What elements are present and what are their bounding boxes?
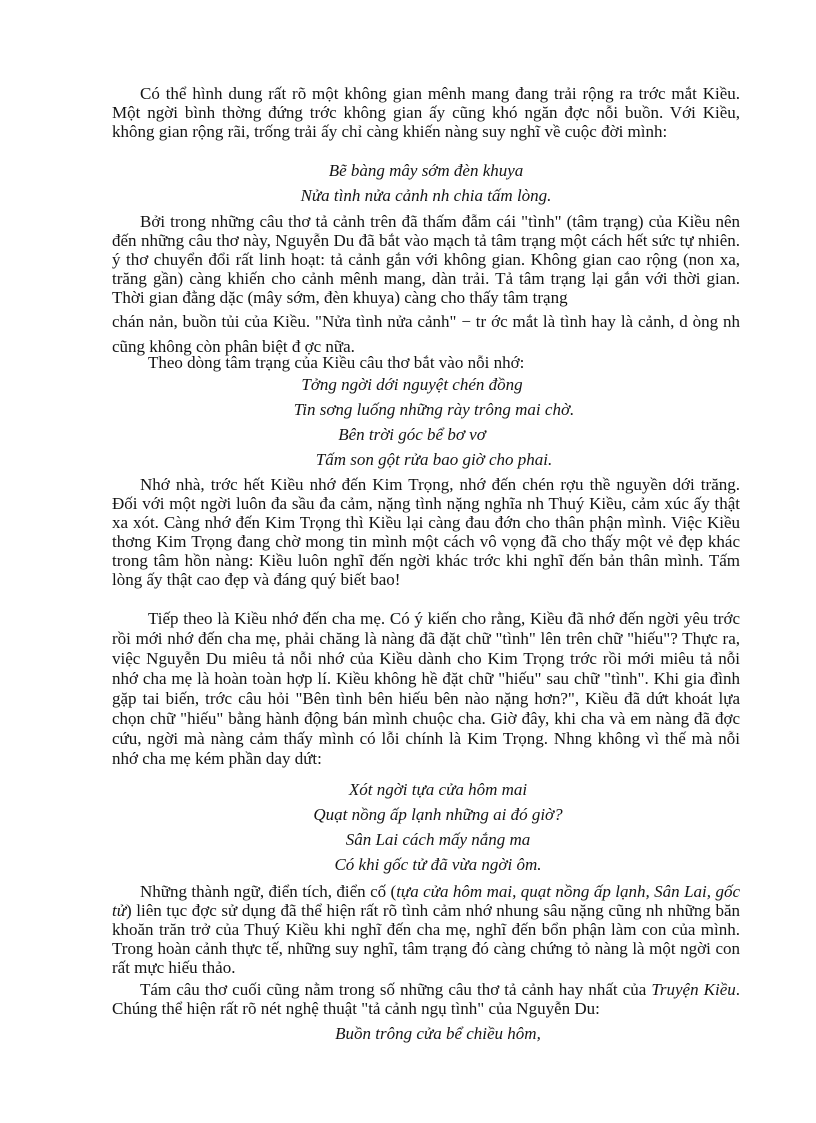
verse-line: Bẽ bàng mây sớm đèn khuya <box>328 161 524 180</box>
paragraph-7 <box>112 980 740 1018</box>
verse-line: Tin sơng luống những rày trông mai chờ. <box>293 400 575 419</box>
verse-line: Sân Lai cách mấy nắng ma <box>345 830 531 849</box>
verse-block-4 <box>112 1021 740 1046</box>
paragraph-6-text: Những thành ngữ, điển tích, điển cố ( <box>140 882 397 901</box>
verse-line: Có khi gốc tử đã vừa ngời ôm. <box>334 855 542 874</box>
paragraph-6-text: ) liên tục đợc sử dụng đã thể hiện rất rõ tình cảm nhớ nhung sâu nặng cũng nh những băn khoăn trăn trở của Thuý Kiều khi nghĩ đến cha mẹ, nghĩ đến bổn phận làm con của mình. Trong hoàn cảnh thực tế, những suy nghĩ, tâm trạng đó càng chứng tỏ nàng là một ngời con rất mực hiếu thảo. <box>112 901 740 977</box>
paragraph-2: Bởi trong những câu thơ tả cảnh trên đã thấm đẫm cái "tình" (tâm trạng) của Kiều nên đến những câu thơ này, Nguyễn Du đã bắt vào mạch tả tâm trạng một cách hết sức tự nhiên. ý thơ chuyển đổi rất linh hoạt: tả cảnh gắn với không gian. Không gian cao rộng (non xa, trăng gần) càng khiến cho cảnh mênh mang, dàn trải. Tả tâm trạng lại gắn với thời gian. Thời gian đằng dặc (mây sớm, đèn khuya) càng cho thấy tâm trạng <box>112 212 740 307</box>
verse-line: Tởng ngời dới nguyệt chén đồng <box>301 375 523 394</box>
verse-block-3 <box>112 777 740 877</box>
paragraph-7-emphasis: Truyện Kiều <box>651 980 736 999</box>
verse-line: Tấm son gột rửa bao giờ cho phai. <box>315 450 553 469</box>
paragraph-5: Tiếp theo là Kiều nhớ đến cha mẹ. Có ý kiến cho rằng, Kiều đã nhớ đến ngời yêu trớc rồi mới nhớ đến cha mẹ, phải chăng là nàng đã đặt chữ "tình" lên trên chữ "hiếu"? Thực ra, việc Nguyễn Du miêu tả nỗi nhớ của Kiều dành cho Kim Trọng trớc rồi mới miêu tả nỗi nhớ cha mẹ là hoàn toàn hợp lí. Kiều không hề đặt chữ "hiếu" sau chữ "tình". Khi gia đình gặp tai biến, trớc câu hỏi "Bên tình bên hiếu bên nào nặng hơn?", Kiều đã dứt khoát lựa chọn chữ "hiếu" bằng hành động bán mình chuộc cha. Giờ đây, khi cha và em nàng đã đợc cứu, ngời mà nàng cảm thấy mình có lỗi chính là Kim Trọng. Nhng không vì thế mà nỗi nhớ cha mẹ kém phần day dứt: <box>112 609 740 768</box>
paragraph-7-text: . Chúng thể hiện rất rõ nét nghệ thuật "tả cảnh ngụ tình" của Nguyễn Du: <box>112 980 740 1018</box>
verse-block-2 <box>112 372 740 472</box>
paragraph-3: Theo dòng tâm trạng của Kiều câu thơ bắt vào nỗi nhớ: <box>148 353 525 372</box>
paragraph-7-text: Tám câu thơ cuối cũng nằm trong số những câu thơ tả cảnh hay nhất của <box>140 980 652 999</box>
paragraph-2-continued: chán nản, buồn tủi của Kiều. "Nửa tình nửa cảnh" − tr ớc mắt là tình hay là cảnh, d òng nh cũng không còn phân biệt đ ợc nữa. <box>112 312 740 356</box>
verse-line: Quạt nồng ấp lạnh những ai đó giờ? <box>313 805 563 824</box>
paragraph-6 <box>112 882 740 977</box>
paragraph-4: Nhớ nhà, trớc hết Kiều nhớ đến Kim Trọng, nhớ đến chén rợu thề nguyền dới trăng. Đối với một ngời luôn đa sầu đa cảm, nặng tình nặng nghĩa nh Thuý Kiều, cảm xúc ấy thật xa xót. Càng nhớ đến Kim Trọng thì Kiều lại càng đau đớn cho thân phận mình. Việc Kiều thơng Kim Trọng đang chờ mong tin mình một cách vô vọng đã cho thấy một vẻ đẹp khác trong tâm hồn nàng: Kiều luôn nghĩ đến ngời khác trớc khi nghĩ đến bản thân mình. Tấm lòng ấy thật cao đẹp và đáng quý biết bao! <box>112 475 740 589</box>
paragraph-6-emphasis: tựa cửa hôm mai, quạt nồng ấp lạnh, Sân Lai, gốc tử <box>112 882 740 920</box>
paragraph-1: Có thể hình dung rất rõ một không gian mênh mang đang trải rộng ra trớc mắt Kiều. Một ngời bình thờng đứng trớc không gian ấy cũng khó ngăn đợc nỗi buồn. Với Kiều, không gian rộng rãi, trống trải ấy chỉ càng khiến nàng suy nghĩ về cuộc đời mình: <box>112 84 740 141</box>
verse-line: Xót ngời tựa cửa hôm mai <box>348 780 528 799</box>
verse-line: Nửa tình nửa cảnh nh chia tấm lòng. <box>300 186 552 205</box>
verse-block-1 <box>112 158 740 208</box>
verse-line: Buồn trông cửa bể chiều hôm, <box>335 1024 541 1043</box>
verse-line: Bên trời góc bể bơ vơ <box>338 425 486 444</box>
